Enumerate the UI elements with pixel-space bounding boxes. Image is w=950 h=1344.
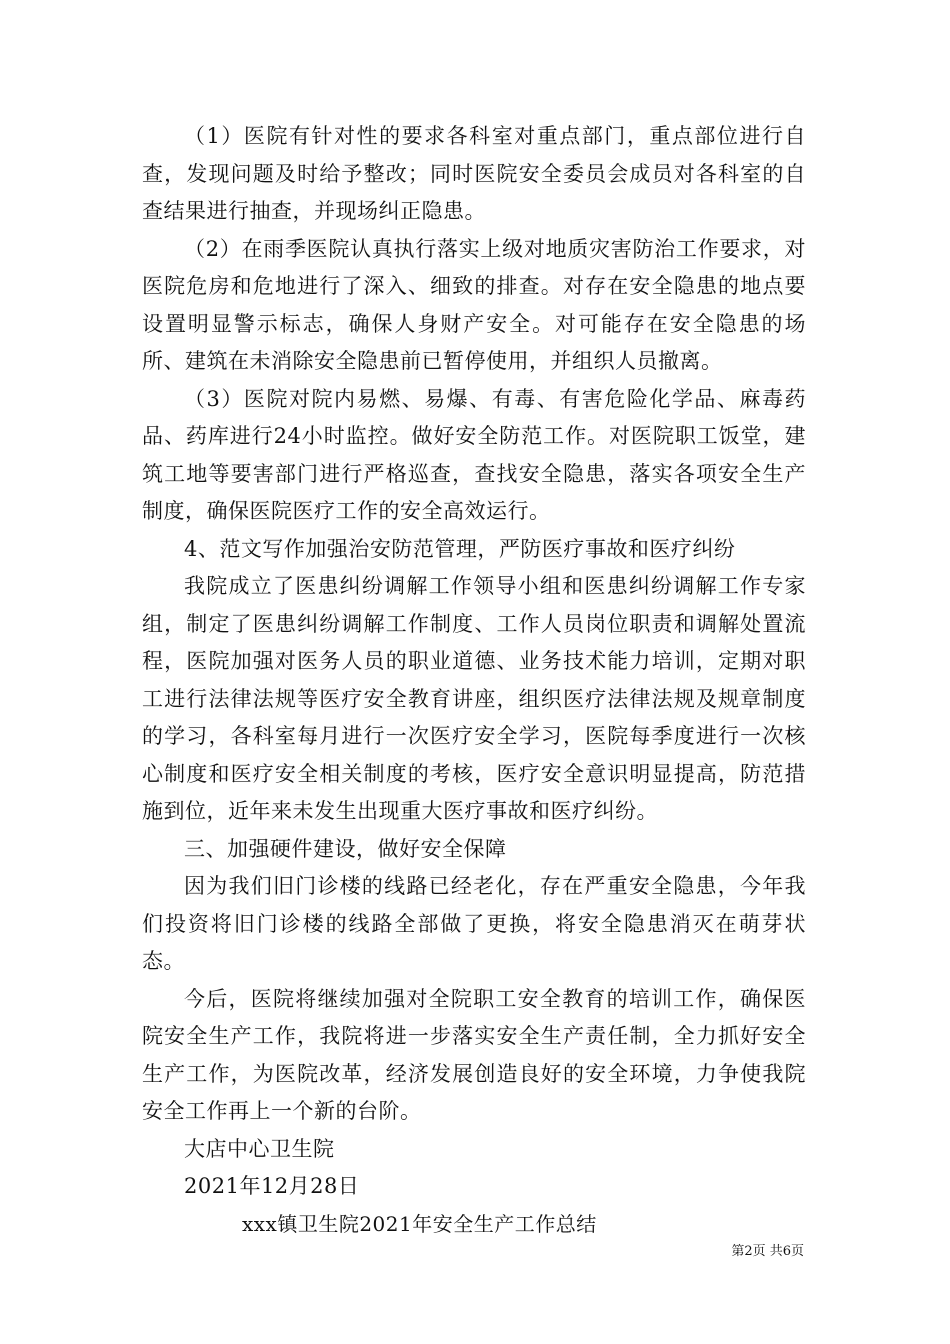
paragraph-5: 我院成立了医患纠纷调解工作领导小组和医患纠纷调解工作专家组，制定了医患纠纷调解工作制度、工作人员岗位职责和调解处置流程，医院加强对医务人员的职业道德、业务技术能力培训，定期对职工进行法律法规等医疗安全教育讲座，组织医疗法律法规及规章制度的学习，各科室每月进行一次医疗安全学习，医院每季度进行一次核心制度和医疗安全相关制度的考核，医疗安全意识明显提高，防范措施到位，近年来未发生出现重大医疗事故和医疗纠纷。 — [142, 574, 806, 823]
paragraph-7: 因为我们旧门诊楼的线路已经老化，存在严重安全隐患，今年我们投资将旧门诊楼的线路全部做了更换，将安全隐患消灭在萌芽状态。 — [142, 874, 806, 973]
signature-date: 2021年12月28日 — [184, 1174, 360, 1198]
signature-org: 大店中心卫生院 — [184, 1136, 335, 1161]
paragraph-3: （3）医院对院内易燃、易爆、有毒、有害危险化学品、麻毒药品、药库进行24小时监控。做好安全防范工作。对医院职工饭堂，建筑工地等要害部门进行严格巡查，查找安全隐患，落实各项安全生产制度，确保医院医疗工作的安全高效运行。 — [142, 386, 806, 523]
paragraph-8: 今后，医院将继续加强对全院职工安全教育的培训工作，确保医院安全生产工作，我院将进一步落实安全生产责任制，全力抓好安全生产工作，为医院改革，经济发展创造良好的安全环境，力争使我院安全工作再上一个新的台阶。 — [142, 986, 806, 1123]
paragraph-1: （1）医院有针对性的要求各科室对重点部门，重点部位进行自查，发现问题及时给予整改；同时医院安全委员会成员对各科室的自查结果进行抽查，并现场纠正隐患。 — [142, 124, 806, 223]
section-heading-3: 三、加强硬件建设，做好安全保障 — [184, 836, 507, 861]
document-body — [142, 118, 806, 1243]
section-heading-4: 4、范文写作加强治安防范管理，严防医疗事故和医疗纠纷 — [184, 536, 736, 561]
next-document-title: xxx镇卫生院2021年安全生产工作总结 — [242, 1211, 597, 1236]
paragraph-2: （2）在雨季医院认真执行落实上级对地质灾害防治工作要求，对医院危房和危地进行了深入、细致的排查。对存在安全隐患的地点要设置明显警示标志，确保人身财产安全。对可能存在安全隐患的场所、建筑在未消除安全隐患前已暂停使用，并组织人员撤离。 — [142, 236, 806, 373]
page-number: 第2页 共6页 — [731, 1244, 804, 1259]
